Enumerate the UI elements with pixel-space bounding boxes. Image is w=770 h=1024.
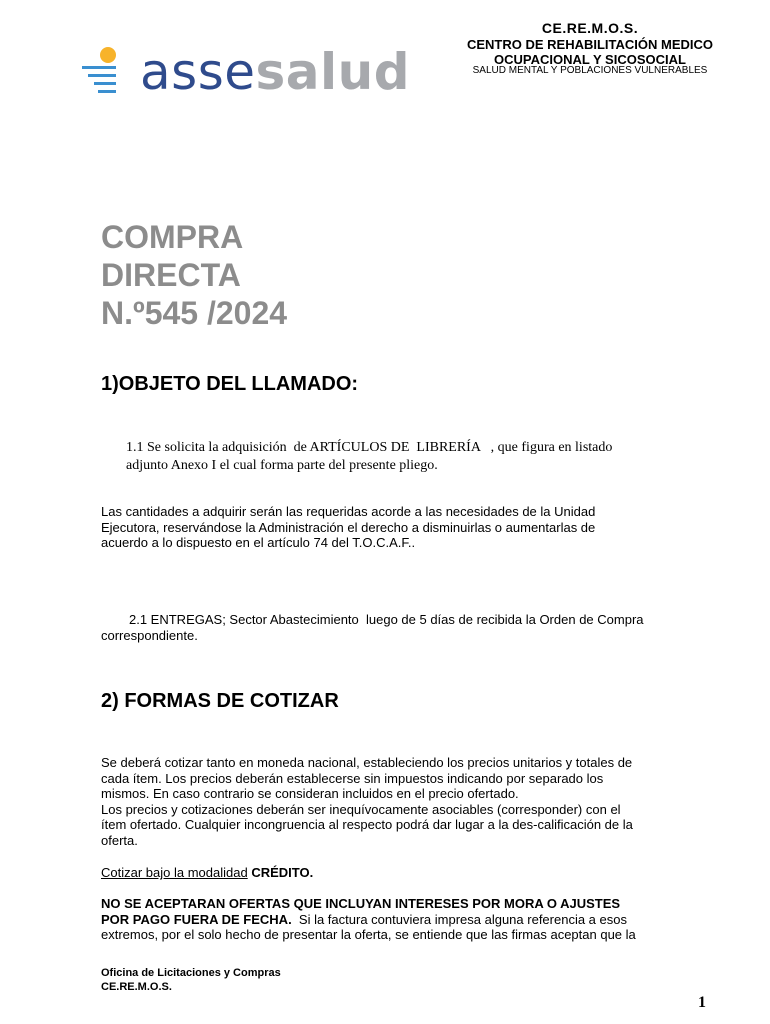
section1-heading: 1)OBJETO DEL LLAMADO:	[101, 373, 359, 395]
document-title: COMPRA DIRECTA N.º545 /2024	[101, 219, 288, 331]
header-org-name: CENTRO DE REHABILITACIÓN MEDICO OCUPACIONAL Y SICOSOCIAL	[466, 37, 714, 67]
section2-modality: Cotizar bajo la modalidad CRÉDITO.	[101, 865, 314, 880]
header-org-acronym: CE.RE.M.O.S.	[541, 20, 639, 36]
assesalud-logo	[80, 43, 411, 101]
section2-notice: NO SE ACEPTARAN OFERTAS QUE INCLUYAN INTERESES POR MORA O AJUSTES POR PAGO FUERA DE FECHA. Si la factura contuviera impresa alguna referencia a esos extremos, por el solo hecho de presentar la oferta, se entiende que las firmas aceptan que la	[101, 896, 636, 942]
section1-paragraph3: 2.1 ENTREGAS; Sector Abastecimiento luego de 5 días de recibida la Orden de Compra correspondiente.	[101, 612, 644, 643]
logo-wordmark: assesalud	[140, 43, 411, 101]
header-org-subtitle: SALUD MENTAL Y POBLACIONES VULNERABLES	[472, 65, 708, 76]
sun-stripes-icon	[80, 44, 140, 100]
section1-paragraph2: Las cantidades a adquirir serán las requeridas acorde a las necesidades de la Unidad Ejecutora, reservándose la Administración el derecho a disminuirlas o aumentarlas de acuerdo a lo dispuesto en el artículo 74 del T.O.C.A.F..	[101, 504, 596, 550]
section1-paragraph1: 1.1 Se solicita la adquisición de ARTÍCULOS DE LIBRERÍA , que figura en listado adjunto Anexo I el cual forma parte del presente pliego.	[126, 440, 613, 473]
page-number: 1	[698, 994, 706, 1011]
section2-paragraph1: Se deberá cotizar tanto en moneda nacional, estableciendo los precios unitarios y totales de cada ítem. Los precios deberán establecerse sin impuestos indicando por separado los mismos. En caso contrario se consideran incluidos en el precio ofertado. Los precios y cotizaciones deberán ser inequívocamente asociables (corresponder) con el ítem ofertado. Cualquier incongruencia al respecto podrá dar lugar a la des-calificación de la oferta.	[101, 755, 633, 848]
footer-office: Oficina de Licitaciones y Compras CE.RE.M.O.S.	[101, 967, 281, 993]
section2-heading: 2) FORMAS DE COTIZAR	[101, 690, 339, 712]
